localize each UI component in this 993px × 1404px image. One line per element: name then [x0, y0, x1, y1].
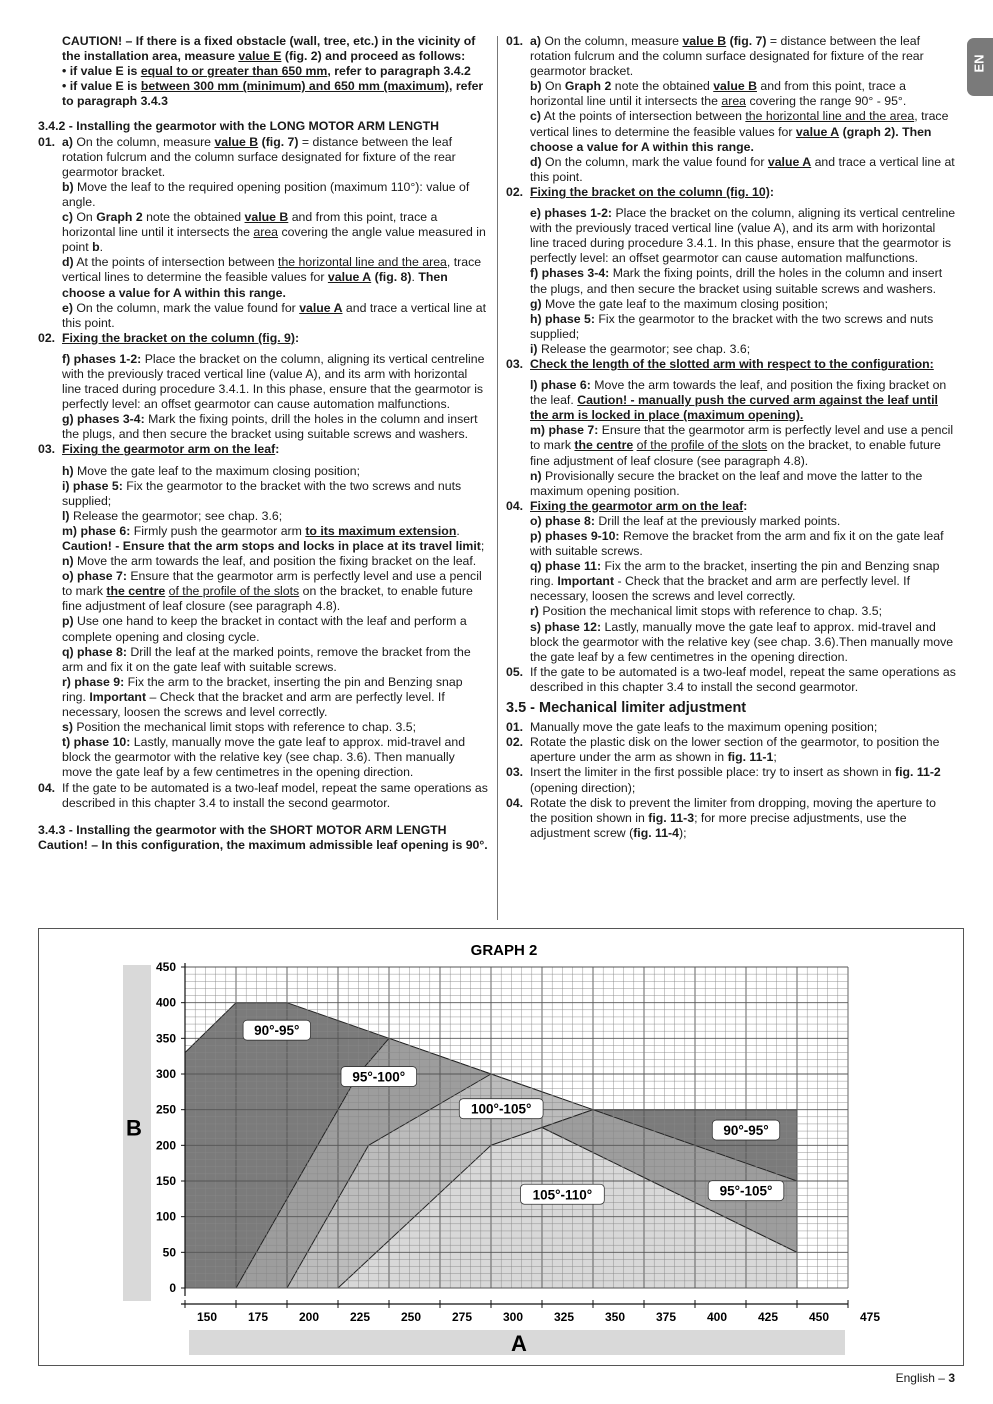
y-tick-label: 350 — [155, 1031, 176, 1046]
limiter-step-03: 03. Insert the limiter in the first possible place: try to insert as shown in fig. 11-2 (opening direction); — [506, 765, 941, 795]
left-column — [38, 34, 488, 853]
y-axis-label: B — [126, 1115, 142, 1141]
x-tick-label: 475 — [859, 1310, 881, 1324]
graph-2-chart — [39, 929, 963, 1365]
limiter-step-01: 01. Manually move the gate leafs to the maximum opening position; — [506, 720, 878, 735]
series-label: 95°-105° — [719, 1183, 773, 1199]
y-tick-label: 450 — [155, 960, 176, 974]
x-tick-label: 275 — [451, 1310, 473, 1324]
series-label: 95°-100° — [352, 1069, 406, 1085]
series-label: 90°-95° — [723, 1123, 769, 1139]
step-04: 04. If the gate to be automated is a two-leaf model, repeat the same operations as described in this chapter 3.4 to install the second gearmotor. — [38, 780, 488, 810]
x-tick-label: 200 — [298, 1310, 320, 1324]
limiter-step-02: 02. Rotate the plastic disk on the lower section of the gearmotor, to position the aperture under the arm as shown in fig. 11-1; — [506, 735, 940, 765]
short-step-05: 05. If the gate to be automated is a two-leaf model, repeat the same operations as described in this chapter 3.4 to install the second gearmotor. — [506, 664, 956, 694]
language-tab-label: EN — [971, 54, 987, 73]
footer-text: English – — [895, 1371, 949, 1385]
step-01: 01. a) On the column, measure value B (fig. 7) = distance between the leaf rotation fulcrum and the column surface designated for fixture of the rear gearmotor bracket. b) Move the leaf to the required opening position (maximum 110°): value of angle. c) On Graph 2 note the obtained value B and from this point, trace a horizontal line until it intersects the area covering the angle value measured in point b. d) At the points of intersection between the horizontal line and the area, trace vertical lines to determine the feasible values for value A (fig. 8). Then choose a value for A within this range. e) On the column, mark the value found for value A and trace a vertical line at this point. — [38, 134, 487, 330]
x-axis-label: A — [511, 1331, 527, 1356]
x-tick-label: 325 — [553, 1310, 575, 1324]
y-tick-label: 100 — [155, 1209, 176, 1224]
language-tab — [967, 38, 993, 96]
step-02: 02. Fixing the bracket on the column (fig. 9): f) phases 1-2: Place the bracket on the column, aligning its vertical centreline with the previously traced vertical line (value A), and its arm with horizontal line traced during procedure 3.4.1. In this phase, ensure that the gearmotor is perfectly level: an offset gearmotor can cause automation malfunctions. g) phases 3-4: Mark the fixing points, drill the holes in the column and insert the plugs, and then secure the bracket using suitable screws and washers. — [38, 330, 485, 442]
y-tick-label: 150 — [155, 1174, 176, 1188]
graph-frame — [38, 928, 964, 1366]
y-tick-label: 400 — [155, 995, 176, 1010]
section-3-4-2-heading: 3.4.2 - Installing the gearmotor with the LONG MOTOR ARM LENGTH — [38, 119, 440, 134]
section-3-4-3-heading: 3.4.3 - Installing the gearmotor with the SHORT MOTOR ARM LENGTH — [38, 822, 447, 837]
section-3-5-heading: 3.5 - Mechanical limiter adjustment — [506, 700, 747, 717]
series-label: 100°-105° — [471, 1101, 532, 1117]
column-divider — [497, 36, 498, 920]
short-step-02: 02. Fixing the bracket on the column (fig. 10): e) phases 1-2: Place the bracket on the column, aligning its vertical centreline with the previously traced vertical line (value A), and its arm with horizontal line traced during procedure 3.4.1. In this phase, ensure that the gearmotor is perfectly level: an offset gearmotor can cause automation malfunctions. f) phases 3-4: Mark the fixing points, drill the holes in the column and insert the plugs, and then secure the bracket using suitable screws and washers. g) Move the gate leaf to the maximum closing position; h) phase 5: Fix the gearmotor to the bracket with the two screws and nuts supplied; i) Release the gearmotor; see chap. 3.6; — [506, 184, 956, 356]
x-tick-label: 300 — [502, 1310, 524, 1324]
y-tick-label: 0 — [169, 1281, 176, 1295]
short-step-01: 01. a) On the column, measure value B (fig. 7) = distance between the leaf rotation fulcrum and the column surface designated for fixture of the rear gearmotor bracket. b) On Graph 2 note the obtained value B and from this point, trace a horizontal line until it intersects the area covering the range 90° - 95°. c) At the points of intersection between the horizontal line and the area, trace vertical lines to determine the feasible values for value A (graph 2). Then choose a value for A within this range. d) On the column, mark the value found for value A and trace a vertical line at this point. — [506, 34, 955, 184]
y-tick-label: 200 — [155, 1138, 176, 1153]
x-tick-label: 400 — [706, 1310, 728, 1324]
x-tick-label: 225 — [349, 1310, 371, 1324]
limiter-step-04: 04. Rotate the disk to prevent the limiter from dropping, moving the aperture to the position shown in fig. 11-3; for more precise adjustments, use the adjustment screw (fig. 11-4); — [506, 795, 937, 840]
caution-block: CAUTION! – If there is a fixed obstacle (wall, tree, etc.) in the vicinity of the installation area, measure value E (fig. 2) and proceed as follows: • if value E is equal to or greater than 650 mm, refer to paragraph 3.4.2 • if value E is between 300 mm (minimum) and 650 mm (maximum), refer to paragraph 3.4.3 — [62, 34, 484, 109]
x-tick-label: 350 — [604, 1310, 626, 1324]
y-tick-label: 50 — [162, 1245, 176, 1260]
x-tick-label: 375 — [655, 1310, 677, 1324]
x-tick-label: 250 — [400, 1310, 422, 1324]
series-label: 90°-95° — [254, 1023, 300, 1039]
page-footer — [896, 1371, 955, 1385]
x-tick-label: 150 — [196, 1310, 218, 1324]
chart-title: GRAPH 2 — [470, 942, 538, 959]
y-tick-label: 250 — [155, 1102, 176, 1117]
short-step-04: 04. Fixing the gearmotor arm on the leaf: o) phase 8: Drill the leaf at the previously marked points. p) phases 9-10: Remove the bracket from the arm and fix it on the gate leaf with suitable screws. q) phase 11: Fix the arm to the bracket, inserting the pin and Benzing snap ring. Important - Check that the bracket and arm are perfectly level. If necessary, loosen the screws and level correctly. r) Position the mechanical limit stops with reference to chap. 3.5; s) phase 12: Lastly, manually move the gate leaf to approx. mid-travel and block the gearmotor with the relative key (see chap. 3.6).Then manually move the gate leaf by a few centimetres in the opening direction. — [506, 498, 954, 664]
page-number: 3 — [948, 1371, 955, 1385]
x-tick-label: 175 — [247, 1310, 269, 1324]
short-step-03: 03. Check the length of the slotted arm with respect to the configuration: l) phase 6: Move the arm towards the leaf, and position the fixing bracket on the leaf. Caution! - manually push the curved arm against the leaf until the arm is locked in place (maximum opening). m) phase 7: Ensure that the gearmotor arm is perfectly level and use a pencil to mark the centre of the profile of the slots on the bracket, to enable future fine adjustment of leaf closure (see paragraph 4.8). n) Provisionally secure the bracket on the leaf and move the latter to the maximum opening position. — [506, 356, 954, 498]
series-label: 105°-110° — [532, 1187, 593, 1203]
step-03: 03. Fixing the gearmotor arm on the leaf: h) Move the gate leaf to the maximum closing position; i) phase 5: Fix the gearmotor to the bracket with the two screws and nuts supplied; l) Release the gearmotor; see chap. 3.6; m) phase 6: Firmly push the gearmotor arm to its maximum extension. Caution! - Ensure that the arm stops and locks in place at its travel limit; n) Move the arm towards the leaf, and position the fixing bracket on the leaf. o) phase 7: Ensure that the gearmotor arm is perfectly level and use a pencil to mark the centre of the profile of the slots on the bracket, to enable future fine adjustment of leaf closure (see paragraph 4.8). p) Use one hand to keep the bracket in contact with the leaf and perform a complete opening and closing cycle. q) phase 8: Drill the leaf at the marked points, remove the bracket from the arm and fix it on the gate leaf with suitable screws. r) phase 9: Fix the arm to the bracket, inserting the pin and Benzing snap ring. Important – Check that the bracket and arm are perfectly level. If necessary, loosen the screws and level correctly. s) Position the mechanical limit stops with reference to chap. 3.5; t) phase 10: Lastly, manually move the gate leaf to approx. mid-travel and block the gearmotor with the relative key (see chap. 3.6). Then manually move the gate leaf by a few centimetres in the opening direction. — [38, 442, 485, 780]
x-tick-label: 450 — [808, 1310, 830, 1324]
y-tick-label: 300 — [155, 1067, 176, 1081]
section-3-4-3-caution: Caution! – In this configuration, the maximum admissible leaf opening is 90°. — [38, 837, 488, 852]
x-tick-label: 425 — [757, 1310, 779, 1324]
right-column — [506, 34, 956, 841]
